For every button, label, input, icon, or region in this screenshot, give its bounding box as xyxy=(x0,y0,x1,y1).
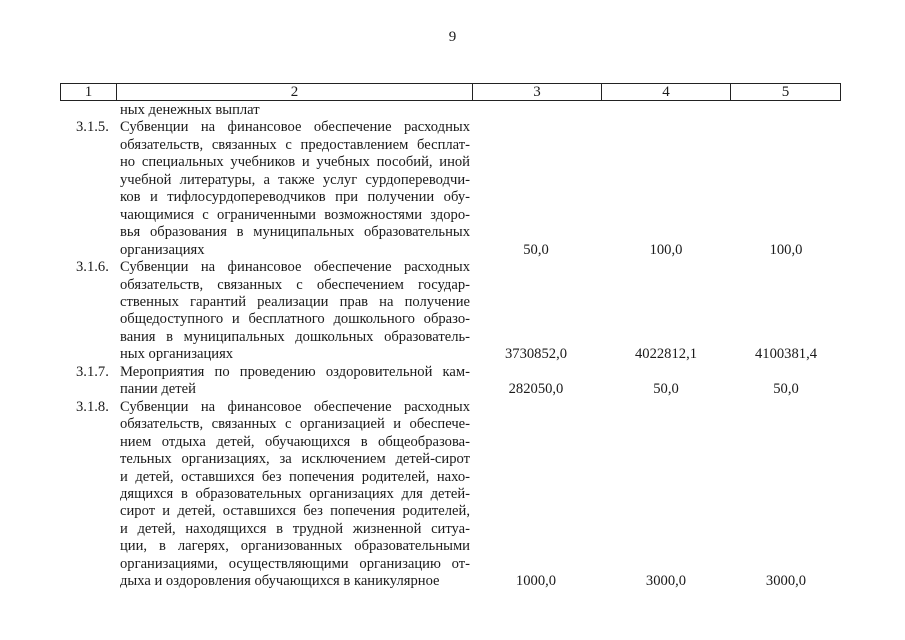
column-header-4: 4 xyxy=(602,84,731,101)
description-line: организациях xyxy=(120,241,205,258)
description-line: сирот и детей, оставшихся без попечения родителей, xyxy=(120,503,470,520)
column-header-1: 1 xyxy=(61,84,117,101)
description-line: обязательств, связанных с организацией и обеспече- xyxy=(120,416,470,433)
description-line: чающимися с ограниченными возможностями здоро- xyxy=(120,206,470,223)
column-header-row xyxy=(61,84,841,101)
value-col-5: 4100381,4 xyxy=(754,346,818,363)
value-col-5: 3000,0 xyxy=(765,573,807,590)
description-line: учебной литературы, а также услуг сурдопереводчи- xyxy=(120,171,470,188)
table-row xyxy=(60,364,840,399)
description-line: ков и тифлосурдопереводчиков при получении обу- xyxy=(120,189,470,206)
item-number-text: 3.1.8. xyxy=(76,398,109,415)
description-line: тельных организациях, за исключением детей-сирот xyxy=(120,451,470,468)
description-line: организациями, осуществляющими организацию от- xyxy=(120,555,470,572)
description-line: но специальных учебников и учебных пособий, иной xyxy=(120,154,470,171)
item-number-text: 3.1.7. xyxy=(76,363,109,380)
description-line: пании детей xyxy=(120,381,196,398)
item-number xyxy=(60,259,120,276)
value-col-4: 4022812,1 xyxy=(634,346,698,363)
value-col-3: 3730852,0 xyxy=(504,346,568,363)
description-line: Субвенции на финансовое обеспечение расходных xyxy=(120,259,470,276)
description-line: обязательств, связанных с обеспечением государ- xyxy=(120,276,470,293)
description-line: и детей, находящихся в трудной жизненной ситуа- xyxy=(120,520,470,537)
continuation-text: ных денежных выплат xyxy=(120,102,260,118)
description-line: вания в муниципальных дошкольных образователь- xyxy=(120,328,470,345)
description-line: ции, в лагерях, организованных образовательными xyxy=(120,538,470,555)
item-description xyxy=(120,119,470,259)
column-header-3: 3 xyxy=(473,84,602,101)
value-col-3: 282050,0 xyxy=(508,381,564,398)
description-line: обязательств, связанных с предоставлением бесплат- xyxy=(120,136,470,153)
value-col-4: 50,0 xyxy=(653,381,679,398)
column-header-5: 5 xyxy=(731,84,841,101)
item-description xyxy=(120,399,470,591)
description-line: нием отдыха детей, обучающихся в общеобразова- xyxy=(120,433,470,450)
description-line: Субвенции на финансовое обеспечение расходных xyxy=(120,398,470,415)
description-line: Субвенции на финансовое обеспечение расходных xyxy=(120,119,470,136)
item-number-text: 3.1.5. xyxy=(76,119,109,136)
value-col-5: 50,0 xyxy=(773,381,799,398)
column-header-2: 2 xyxy=(117,84,473,101)
item-description xyxy=(120,259,470,364)
column-header-table xyxy=(60,83,841,101)
description-line: общедоступного и бесплатного дошкольного образо- xyxy=(120,311,470,328)
value-col-5: 100,0 xyxy=(769,241,803,258)
table-row xyxy=(60,119,840,259)
description-line: ных организациях xyxy=(120,346,234,363)
budget-table-body xyxy=(60,102,840,591)
description-line: дящихся в образовательных организациях для детей- xyxy=(120,485,470,502)
description-line: Мероприятия по проведению оздоровительной кам- xyxy=(120,363,470,380)
value-col-4: 100,0 xyxy=(649,241,683,258)
item-number-text: 3.1.6. xyxy=(76,259,109,276)
value-col-3: 1000,0 xyxy=(515,573,557,590)
value-col-3: 50,0 xyxy=(523,241,549,258)
item-description xyxy=(120,364,470,399)
description-line: дыха и оздоровления обучающихся в каникулярное xyxy=(120,573,440,590)
description-line: вья образования в муниципальных образовательных xyxy=(120,224,470,241)
item-number xyxy=(60,119,120,136)
item-number xyxy=(60,364,120,381)
table-row xyxy=(60,399,840,591)
table-row xyxy=(60,259,840,364)
value-col-4: 3000,0 xyxy=(645,573,687,590)
item-number xyxy=(60,399,120,416)
description-line: и детей, оставшихся без попечения родителей, нахо- xyxy=(120,468,470,485)
page-number: 9 xyxy=(448,29,457,45)
description-line: ственных гарантий реализации прав на получение xyxy=(120,293,470,310)
